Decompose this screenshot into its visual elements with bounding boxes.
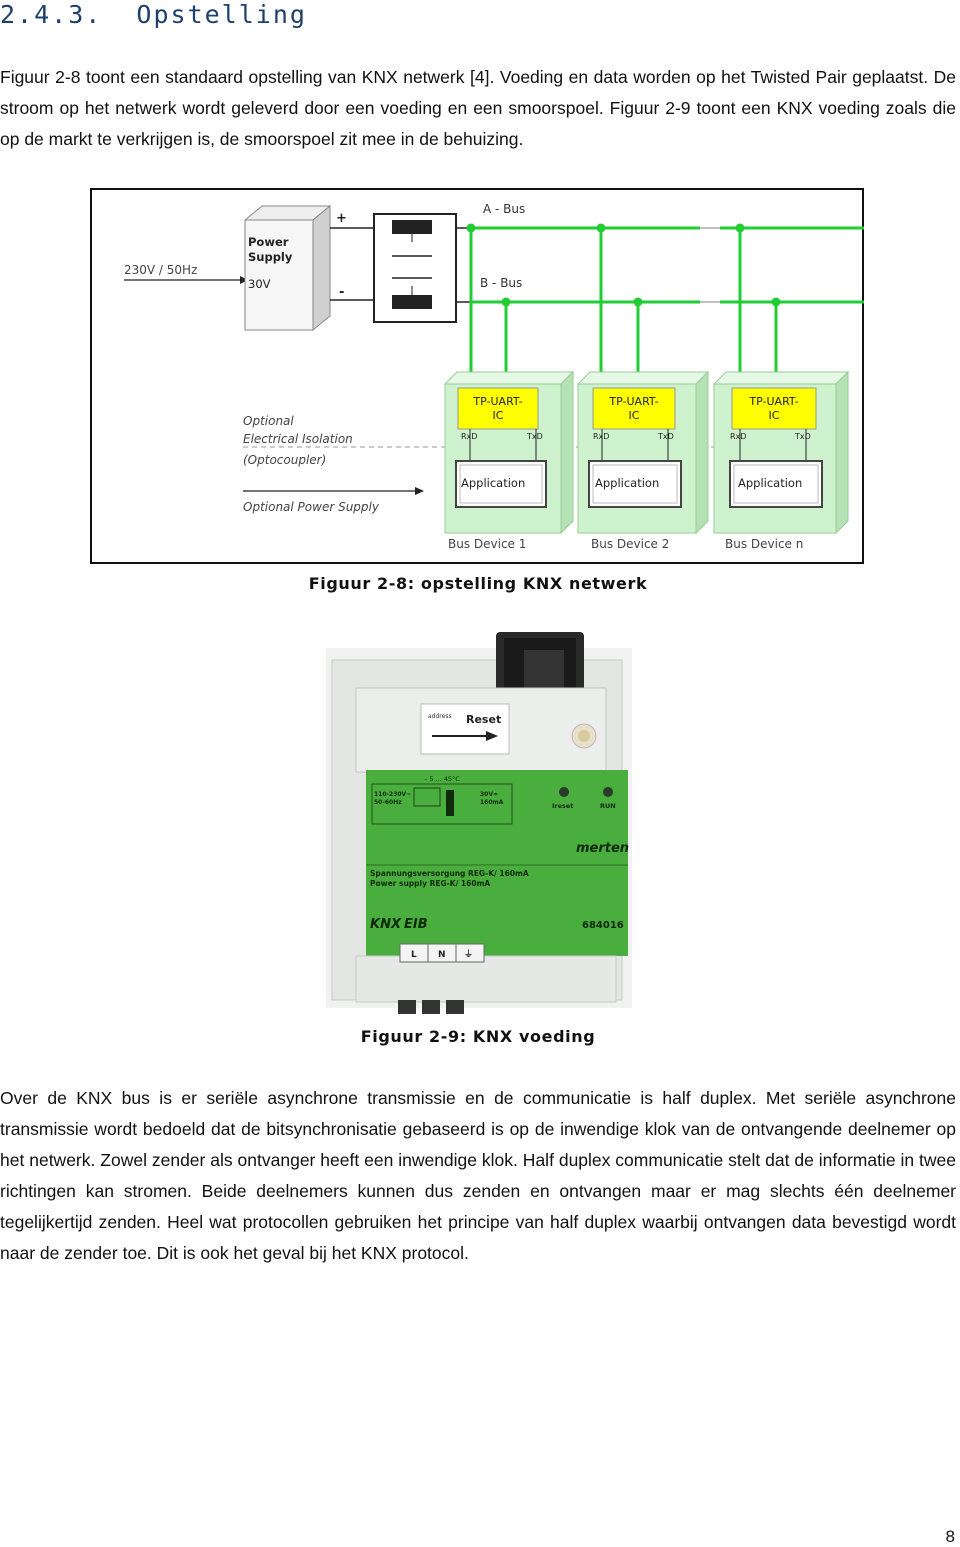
temperature-range: – 5 ... 45°C <box>424 775 460 783</box>
bus-device-n <box>714 372 848 551</box>
device-2-label: Bus Device 2 <box>591 537 670 551</box>
brand-logo: merten <box>576 841 630 856</box>
eib-logo: EIB <box>404 917 428 932</box>
device-1-ic-label-2: IC <box>492 409 504 422</box>
product-name-en: Power supply REG-K/ 160mA <box>370 879 491 888</box>
led-run <box>603 787 613 797</box>
device-n-txd: TxD <box>795 432 811 441</box>
mains-label: 230V / 50Hz <box>124 263 198 277</box>
led-2-label: RUN <box>600 802 616 810</box>
product-name-de: Spannungsversorgung REG-K/ 160mA <box>370 869 529 878</box>
terminal-l: L <box>411 950 417 960</box>
device-1-txd: TxD <box>527 432 543 441</box>
input-rating-1: 110-230V~ <box>374 791 412 798</box>
knx-logo: KNX <box>370 917 401 932</box>
device-n-ic-label-2: IC <box>768 409 780 422</box>
device-n-rxd: RxD <box>730 432 747 441</box>
device-1-application: Application <box>461 476 526 490</box>
figure-2-8-caption: Figuur 2-8: opstelling KNX netwerk <box>308 574 648 593</box>
figure-2-9-caption: Figuur 2-9: KNX voeding <box>360 1027 596 1046</box>
bus-device-1 <box>445 372 573 551</box>
device-1-label: Bus Device 1 <box>448 537 527 551</box>
power-supply-voltage: 30V <box>248 277 271 291</box>
device-2-txd: TxD <box>658 432 674 441</box>
plus-sign: + <box>336 211 347 226</box>
isolation-label-2: Electrical Isolation <box>243 432 353 446</box>
power-supply-box <box>245 206 330 330</box>
device-1-rxd: RxD <box>461 432 478 441</box>
device-2-ic-label-1: TP-UART- <box>609 395 659 408</box>
knx-network-diagram <box>90 188 865 565</box>
b-bus-label: B - Bus <box>480 276 523 290</box>
intro-paragraph: Figuur 2-8 toont een standaard opstelling van KNX netwerk [4]. Voeding en data worden op het Twisted Pair geplaatst. De stroom op het netwerk wordt geleverd door een voeding en een smoorspoel. Figuur 2-9 toont een KNX voeding zoals die op de markt te verkrijgen is, de smoorspoel zit mee in de behuizing. <box>0 67 956 149</box>
power-supply-label-1: Power <box>248 235 289 249</box>
led-reset <box>559 787 569 797</box>
device-1-ic-label-1: TP-UART- <box>473 395 523 408</box>
led-1-label: Ireset <box>552 802 574 810</box>
section-title: Opstelling <box>136 0 307 29</box>
section-heading <box>0 0 307 29</box>
page-number: 8 <box>945 1527 955 1546</box>
isolation-label-3: (Optocoupler) <box>243 453 327 467</box>
device-n-application: Application <box>738 476 803 490</box>
choke-coil <box>374 214 456 322</box>
address-small-text: address <box>428 713 452 720</box>
power-supply-label-2: Supply <box>248 250 293 264</box>
terminal-n: N <box>438 950 446 960</box>
input-rating-2: 50-60Hz <box>374 799 402 806</box>
body-paragraph: Over de KNX bus is er seriële asynchrone transmissie en de communicatie is half duplex. Met seriële asynchrone transmissie wordt bedoeld dat de bitsynchronisatie gebaseerd is op de inwendige klok van de ontvangende deelnemer op het netwerk. Zowel zender als ontvanger heeft een inwendige klok. Half duplex communicatie stelt dat de informatie in twee richtingen kan stromen. Beide deelnemers kunnen dus zenden en ontvangen maar er mag slechts één deelnemer tegelijkertijd zenden. Heel wat protocollen gebruiken het principe van half duplex waarbij ontvangen data bevestigd wordt naar de zender toe. Dit is ook het geval bij het KNX protocol. <box>0 1088 956 1263</box>
reset-label: Reset <box>466 713 502 726</box>
device-n-label: Bus Device n <box>725 537 804 551</box>
output-rating-1: 30V= <box>480 791 499 798</box>
terminal-earth: ⏚ <box>464 950 474 960</box>
section-number: 2.4.3. <box>0 0 103 29</box>
minus-sign: - <box>339 285 345 300</box>
knx-power-supply-image <box>326 628 632 1020</box>
device-n-ic-label-1: TP-UART- <box>749 395 799 408</box>
bus-device-2 <box>578 372 708 551</box>
optional-power-label: Optional Power Supply <box>243 500 379 514</box>
device-2-ic-label-2: IC <box>628 409 640 422</box>
isolation-label-1: Optional <box>243 414 294 428</box>
a-bus-label: A - Bus <box>483 202 526 216</box>
output-rating-2: 160mA <box>480 799 504 806</box>
part-number: 684016 <box>582 920 624 931</box>
device-2-application: Application <box>595 476 660 490</box>
device-2-rxd: RxD <box>593 432 610 441</box>
